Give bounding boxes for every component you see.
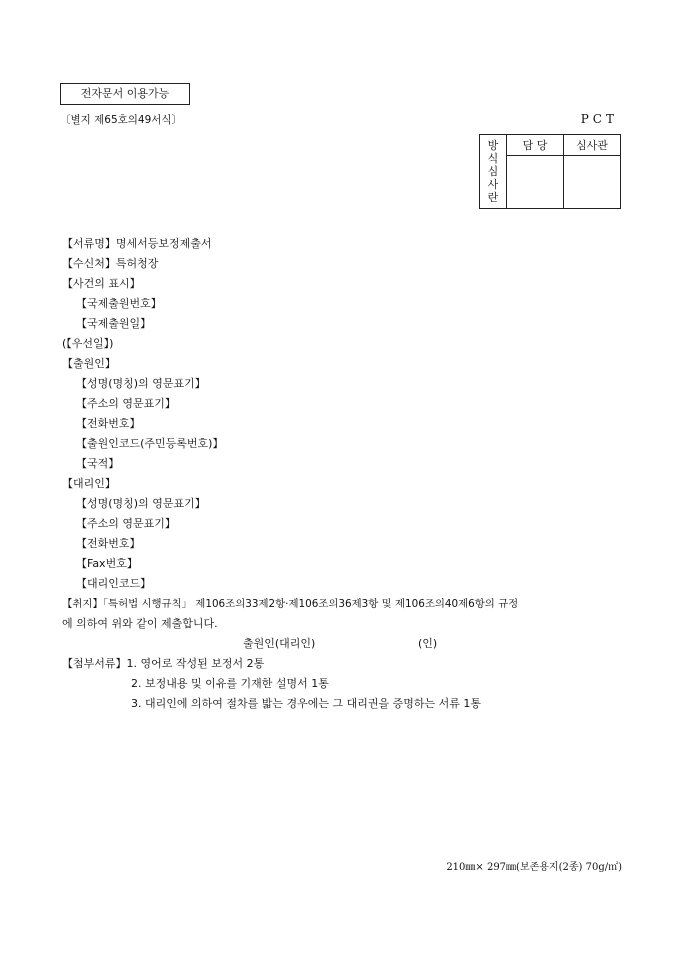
- agent-address-english-field: 【주소의 영문표기】: [76, 517, 176, 530]
- agent-phone-field: 【전화번호】: [76, 537, 141, 550]
- electronic-document-stamp: 전자문서 이용가능: [60, 83, 190, 105]
- priority-date-field: (【우선일】): [62, 337, 114, 350]
- review-char: 심: [487, 165, 499, 178]
- review-char: 란: [487, 191, 499, 204]
- review-char: 방: [487, 139, 499, 152]
- nationality-field: 【국적】: [76, 457, 120, 470]
- agent-code-field: 【대리인코드】: [76, 577, 152, 590]
- manager-signature-cell: [507, 156, 564, 209]
- paper-size-footer: 210㎜× 297㎜(보존용지(2종) 70g/㎡): [446, 862, 622, 873]
- purpose-statement: 【취지】「특허법 시행규칙」 제106조의33제2항·제106조의36제3항 및 제106조의40제6항의 규정: [62, 598, 519, 610]
- applicant-phone-field: 【전화번호】: [76, 417, 141, 430]
- applicant-signature-label: 출원인(대리인): [243, 637, 316, 650]
- recipient-field: 【수신처】특허청장: [62, 257, 159, 270]
- seal-label: (인): [418, 637, 438, 650]
- review-char: 식: [487, 152, 499, 165]
- form-reference: 〔별지 제65호의49서식〕: [60, 114, 183, 126]
- attachment-item-1: 【첨부서류】1. 영어로 작성된 보정서 2통: [62, 657, 265, 670]
- case-indication-field: 【사건의 표시】: [62, 277, 141, 290]
- applicant-code-field: 【출원인코드(주민등록번호)】: [76, 437, 224, 450]
- intl-application-number-field: 【국제출원번호】: [76, 297, 162, 310]
- agent-fax-field: 【Fax번호】: [76, 557, 138, 570]
- attachment-item-2: 2. 보정내용 및 이유를 기재한 설명서 1통: [131, 677, 329, 690]
- purpose-statement-continued: 에 의하여 위와 같이 제출합니다.: [62, 617, 218, 630]
- manager-header: 담 당: [507, 135, 564, 156]
- document-name-field: 【서류명】명세서등보정제출서: [62, 237, 212, 250]
- pct-label: PCT: [580, 112, 618, 126]
- review-box: [479, 134, 621, 209]
- applicant-address-english-field: 【주소의 영문표기】: [76, 397, 176, 410]
- applicant-section: 【출원인】: [62, 357, 116, 370]
- intl-filing-date-field: 【국제출원일】: [76, 317, 152, 330]
- agent-name-english-field: 【성명(명칭)의 영문표기】: [76, 497, 206, 510]
- review-column-label: [480, 135, 507, 209]
- examiner-signature-cell: [564, 156, 621, 209]
- review-char: 사: [487, 178, 499, 191]
- attachment-item-3: 3. 대리인에 의하여 절차를 밟는 경우에는 그 대리권을 증명하는 서류 1통: [131, 697, 481, 710]
- applicant-name-english-field: 【성명(명칭)의 영문표기】: [76, 377, 206, 390]
- agent-section: 【대리인】: [62, 477, 116, 490]
- examiner-header: 심사관: [564, 135, 621, 156]
